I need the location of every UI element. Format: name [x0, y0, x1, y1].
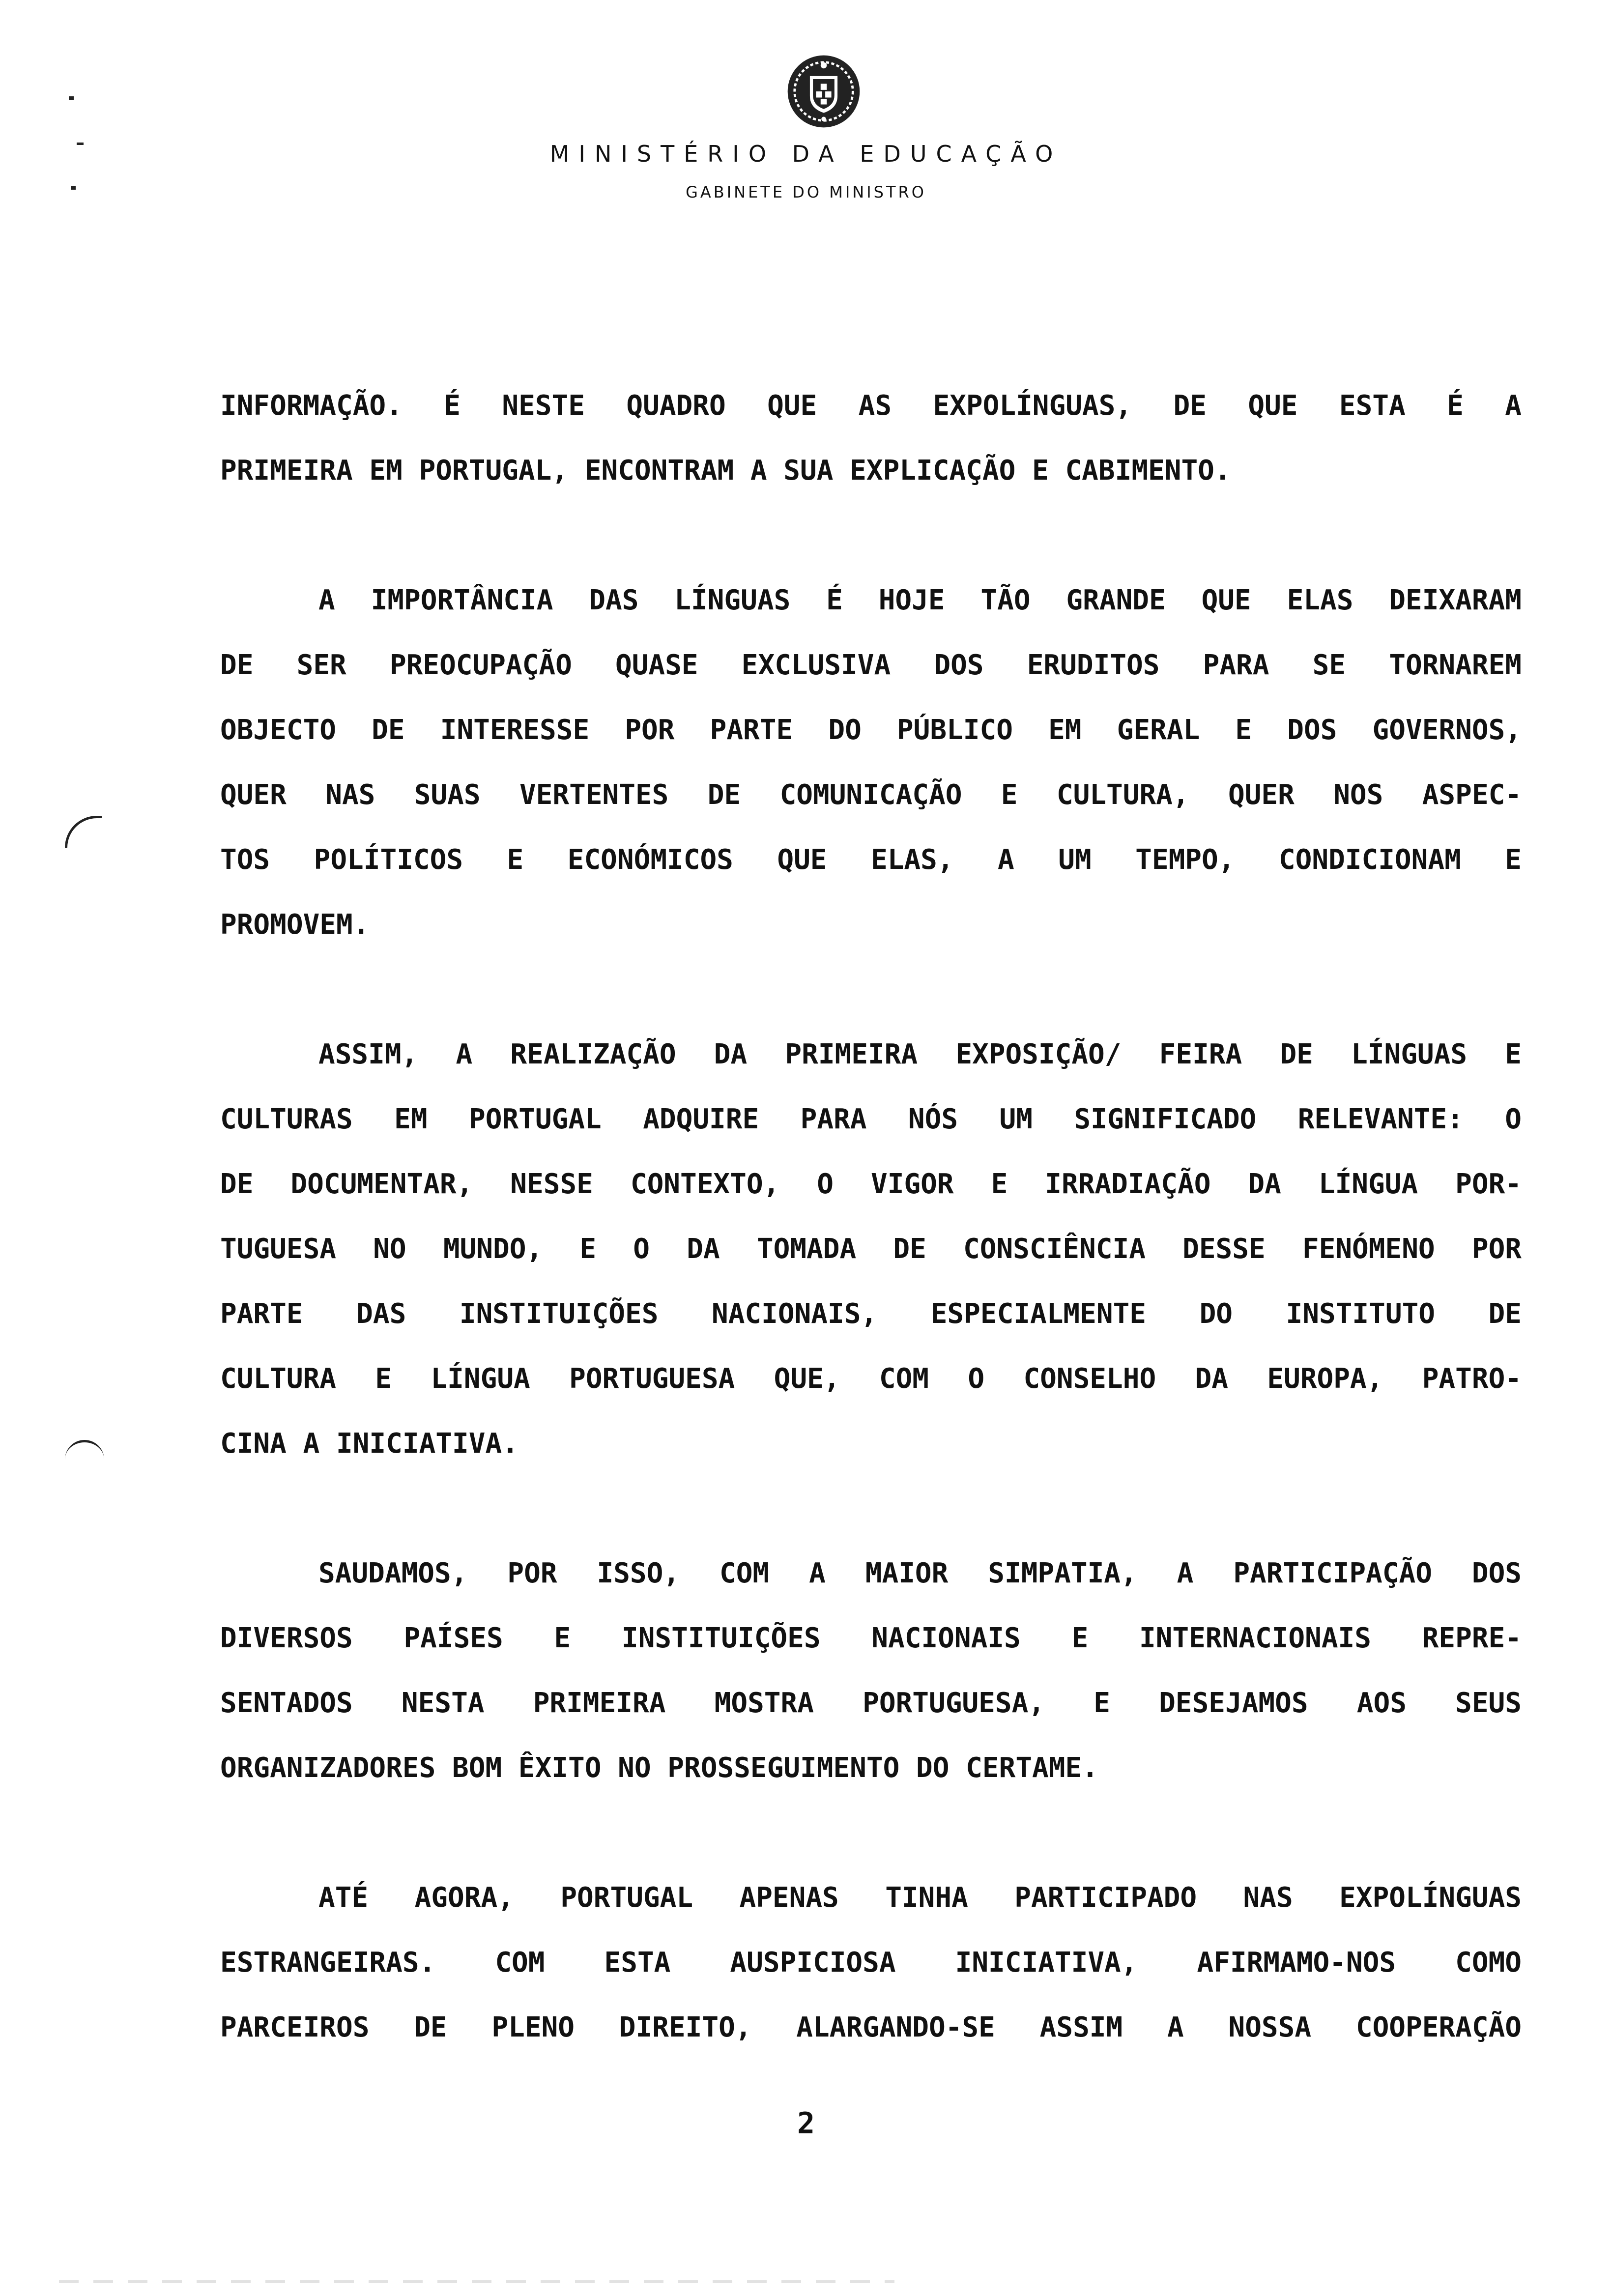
text-line: ESTRANGEIRAS. COM ESTA AUSPICIOSA INICIATIVA, AFIRMAMO-NOS COMO: [220, 1947, 1522, 1979]
paragraph: [220, 568, 1522, 957]
text-line: SENTADOS NESTA PRIMEIRA MOSTRA PORTUGUESA, E DESEJAMOS AOS SEUS: [220, 1687, 1522, 1719]
paragraph: [220, 1541, 1522, 1801]
text-line: TOS POLÍTICOS E ECONÓMICOS QUE ELAS, A UM TEMPO, CONDICIONAM E: [220, 844, 1522, 876]
margin-speck: [69, 96, 74, 100]
text-line: DE DOCUMENTAR, NESSE CONTEXTO, O VIGOR E IRRADIAÇÃO DA LÍNGUA POR-: [220, 1168, 1522, 1200]
text-line: QUER NAS SUAS VERTENTES DE COMUNICAÇÃO E CULTURA, QUER NOS ASPEC-: [220, 779, 1522, 811]
page-number: 2: [797, 2106, 815, 2141]
text-line: DE SER PREOCUPAÇÃO QUASE EXCLUSIVA DOS ERUDITOS PARA SE TORNAREM: [220, 649, 1522, 681]
text-line: PROMOVEM.: [220, 909, 370, 941]
ministry-heading: MINISTÉRIO DA EDUCAÇÃO: [549, 141, 1063, 167]
scan-artifact: [59, 2280, 894, 2283]
text-line: DIVERSOS PAÍSES E INSTITUIÇÕES NACIONAIS E INTERNACIONAIS REPRE-: [220, 1622, 1522, 1654]
hole-punch-mark: [65, 1440, 104, 1462]
text-line: ATÉ AGORA, PORTUGAL APENAS TINHA PARTICIPADO NAS EXPOLÍNGUAS: [318, 1882, 1522, 1914]
letter-body: [220, 373, 1522, 2125]
text-line: A IMPORTÂNCIA DAS LÍNGUAS É HOJE TÃO GRANDE QUE ELAS DEIXARAM: [318, 584, 1522, 616]
text-line: INFORMAÇÃO. É NESTE QUADRO QUE AS EXPOLÍNGUAS, DE QUE ESTA É A: [220, 390, 1522, 422]
text-line: ASSIM, A REALIZAÇÃO DA PRIMEIRA EXPOSIÇÃO/ FEIRA DE LÍNGUAS E: [318, 1038, 1522, 1070]
text-line: OBJECTO DE INTERESSE POR PARTE DO PÚBLICO EM GERAL E DOS GOVERNOS,: [220, 714, 1522, 746]
paragraph: [220, 1866, 1522, 2060]
text-line: CINA A INICIATIVA.: [220, 1428, 518, 1460]
text-line: CULTURAS EM PORTUGAL ADQUIRE PARA NÓS UM SIGNIFICADO RELEVANTE: O: [220, 1103, 1522, 1135]
text-line: CULTURA E LÍNGUA PORTUGUESA QUE, COM O CONSELHO DA EUROPA, PATRO-: [220, 1363, 1522, 1395]
text-line: PARCEIROS DE PLENO DIREITO, ALARGANDO-SE ASSIM A NOSSA COOPERAÇÃO: [220, 2011, 1522, 2043]
cabinet-subheading: GABINETE DO MINISTRO: [686, 183, 926, 201]
text-line: SAUDAMOS, POR ISSO, COM A MAIOR SIMPATIA, A PARTICIPAÇÃO DOS: [318, 1557, 1522, 1589]
paragraph: [220, 373, 1522, 503]
margin-speck: [77, 143, 84, 145]
margin-speck: [71, 186, 76, 190]
text-line: ORGANIZADORES BOM ÊXITO NO PROSSEGUIMENTO DO CERTAME.: [220, 1752, 1098, 1784]
text-line: TUGUESA NO MUNDO, E O DA TOMADA DE CONSCIÊNCIA DESSE FENÓMENO POR: [220, 1233, 1522, 1265]
coat-of-arms-icon: [785, 53, 862, 130]
text-line: PRIMEIRA EM PORTUGAL, ENCONTRAM A SUA EXPLICAÇÃO E CABIMENTO.: [220, 455, 1231, 487]
text-line: PARTE DAS INSTITUIÇÕES NACIONAIS, ESPECIALMENTE DO INSTITUTO DE: [220, 1298, 1522, 1330]
paragraph: [220, 1022, 1522, 1476]
hole-punch-mark: [65, 816, 102, 848]
